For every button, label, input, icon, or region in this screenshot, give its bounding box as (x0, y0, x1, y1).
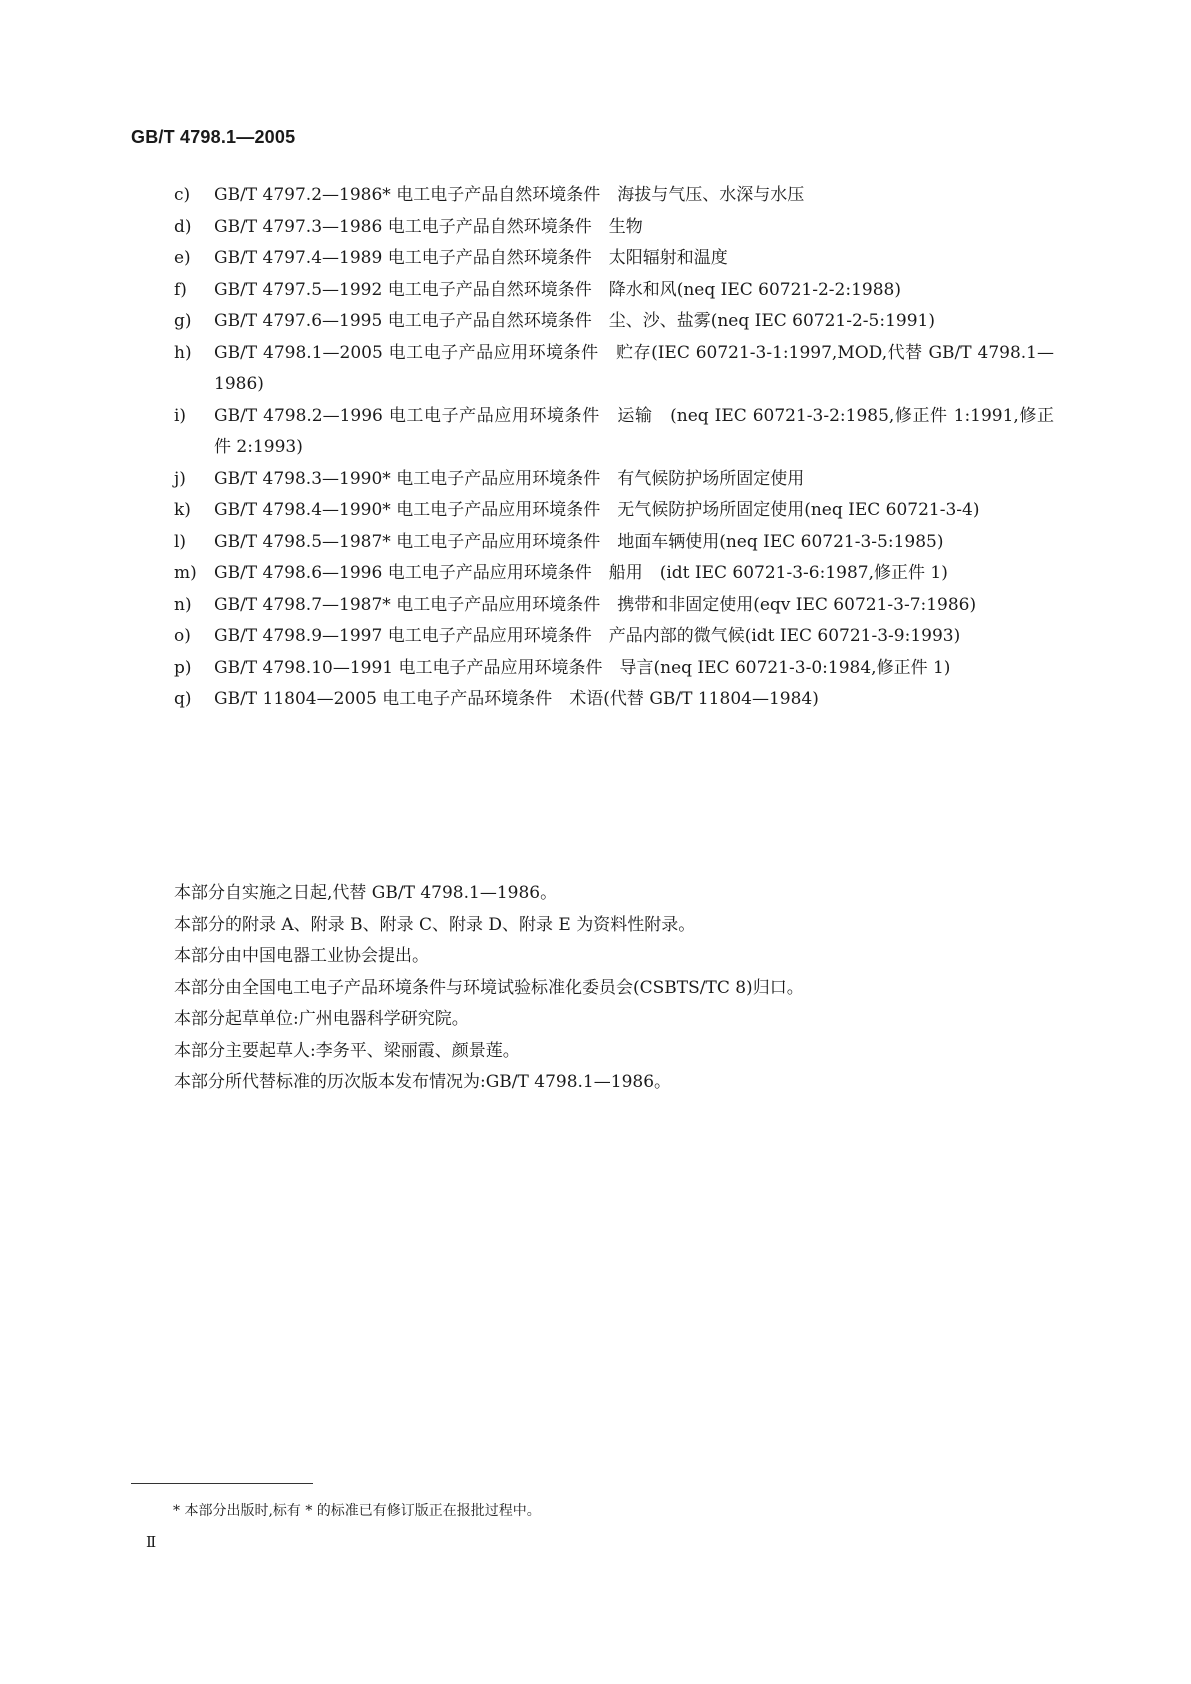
list-item (174, 401, 1054, 464)
list-item-text: GB/T 4798.10—1991 电工电子产品应用环境条件 导言(neq IEC 60721-3-0:1984,修正件 1) (214, 657, 951, 678)
list-item (174, 464, 1054, 496)
list-item-text: GB/T 4798.1—2005 电工电子产品应用环境条件 贮存(IEC 60721-3-1:1997,MOD,代替 GB/T 4798.1—1986) (214, 342, 1054, 394)
list-item-text: GB/T 4798.7—1987* 电工电子产品应用环境条件 携带和非固定使用(eqv IEC 60721-3-7:1986) (214, 594, 977, 615)
paragraph-drafters: 本部分主要起草人:李务平、梁丽霞、颜景莲。 (174, 1040, 520, 1061)
foreword-paragraphs (174, 878, 1054, 1099)
paragraph-drafting-unit: 本部分起草单位:广州电器科学研究院。 (174, 1009, 469, 1029)
list-item (174, 275, 1054, 307)
list-item-text: GB/T 11804—2005 电工电子产品环境条件 术语(代替 GB/T 11804—1984) (214, 689, 819, 709)
list-marker: f) (174, 279, 187, 300)
paragraph-proposer: 本部分由中国电器工业协会提出。 (174, 946, 429, 966)
standards-list (174, 180, 1054, 716)
list-item (174, 653, 1054, 685)
list-marker: q) (174, 689, 192, 709)
list-item-text: GB/T 4798.5—1987* 电工电子产品应用环境条件 地面车辆使用(neq IEC 60721-3-5:1985) (214, 531, 944, 552)
list-item-text: GB/T 4797.6—1995 电工电子产品自然环境条件 尘、沙、盐雾(neq IEC 60721-2-5:1991) (214, 311, 935, 331)
list-marker: d) (174, 216, 192, 237)
list-marker: j) (174, 468, 186, 489)
list-item (174, 495, 1054, 527)
list-item-text: GB/T 4798.3—1990* 电工电子产品应用环境条件 有气候防护场所固定使用 (214, 468, 805, 489)
paragraph-replacement: 本部分自实施之日起,代替 GB/T 4798.1—1986。 (174, 883, 558, 903)
list-marker: m) (174, 563, 197, 583)
list-marker: g) (174, 311, 192, 331)
list-item (174, 684, 1054, 716)
list-item-text: GB/T 4798.2—1996 电工电子产品应用环境条件 运输 (neq IEC 60721-3-2:1985,修正件 1:1991,修正件 2:1993) (214, 405, 1054, 457)
paragraph-previous-editions: 本部分所代替标准的历次版本发布情况为:GB/T 4798.1—1986。 (174, 1072, 672, 1092)
list-marker: i) (174, 405, 187, 426)
list-marker: c) (174, 185, 191, 205)
list-item (174, 212, 1054, 244)
list-marker: k) (174, 500, 191, 520)
document-code: GB/T 4798.1—2005 (131, 127, 296, 147)
list-item (174, 558, 1054, 590)
list-item-text: GB/T 4797.4—1989 电工电子产品自然环境条件 太阳辐射和温度 (214, 248, 728, 268)
list-item (174, 590, 1054, 622)
list-item (174, 338, 1054, 401)
footnote-divider (131, 1483, 313, 1484)
list-item-text: GB/T 4797.2—1986* 电工电子产品自然环境条件 海拔与气压、水深与水压 (214, 185, 805, 205)
footnote: * 本部分出版时,标有 * 的标准已有修订版正在报批过程中。 (173, 1503, 541, 1519)
list-item (174, 180, 1054, 212)
list-marker: e) (174, 248, 191, 268)
list-item-text: GB/T 4798.6—1996 电工电子产品应用环境条件 船用 (idt IEC 60721-3-6:1987,修正件 1) (214, 563, 948, 583)
page-number: Ⅱ (146, 1533, 157, 1551)
list-item-text: GB/T 4798.4—1990* 电工电子产品应用环境条件 无气候防护场所固定使用(neq IEC 60721-3-4) (214, 500, 980, 520)
list-item-text: GB/T 4797.5—1992 电工电子产品自然环境条件 降水和风(neq IEC 60721-2-2:1988) (214, 279, 901, 300)
list-item (174, 243, 1054, 275)
paragraph-annexes: 本部分的附录 A、附录 B、附录 C、附录 D、附录 E 为资料性附录。 (174, 914, 696, 935)
list-marker: n) (174, 594, 192, 615)
list-item-text: GB/T 4797.3—1986 电工电子产品自然环境条件 生物 (214, 216, 643, 237)
list-item (174, 527, 1054, 559)
list-marker: h) (174, 342, 192, 363)
list-marker: o) (174, 626, 191, 646)
list-marker: l) (174, 531, 187, 552)
list-marker: p) (174, 657, 192, 678)
paragraph-committee: 本部分由全国电工电子产品环境条件与环境试验标准化委员会(CSBTS/TC 8)归口。 (174, 977, 804, 998)
list-item (174, 306, 1054, 338)
list-item-text: GB/T 4798.9—1997 电工电子产品应用环境条件 产品内部的微气候(idt IEC 60721-3-9:1993) (214, 626, 961, 646)
list-item (174, 621, 1054, 653)
